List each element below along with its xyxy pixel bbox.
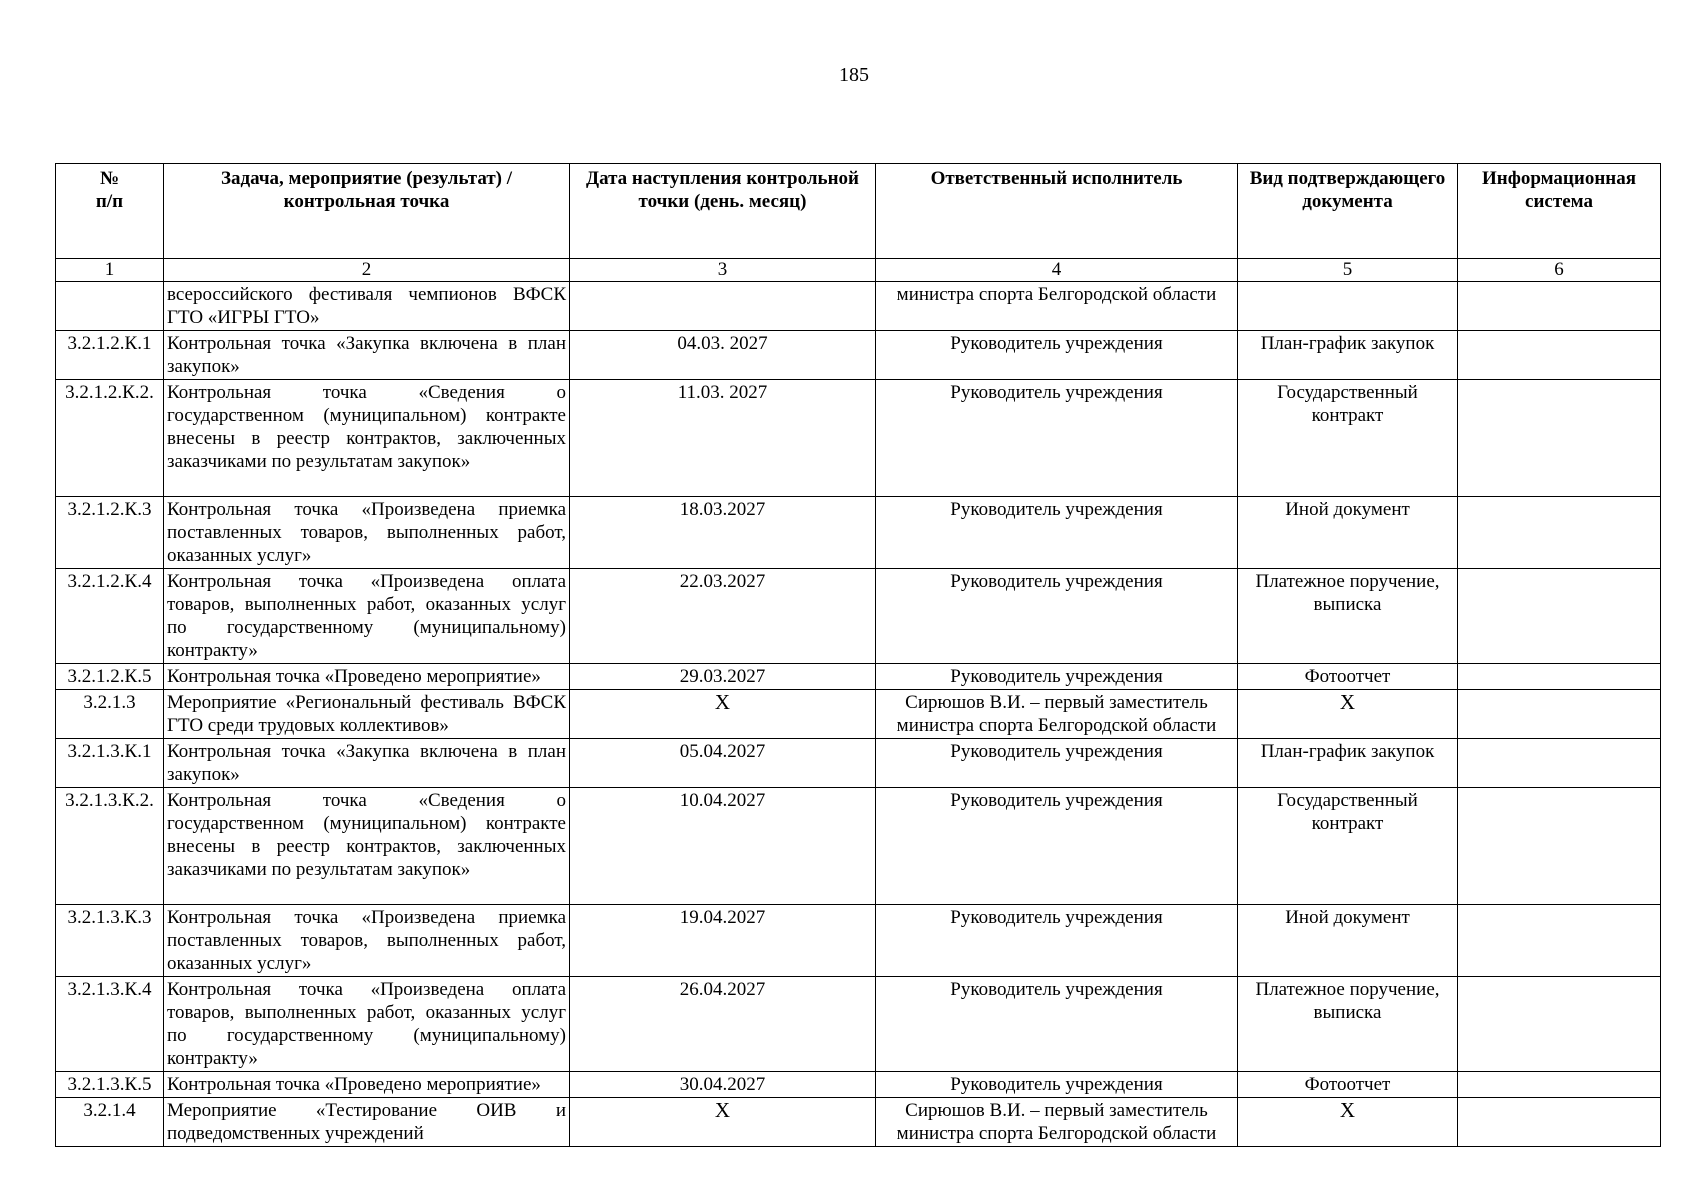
table-row [56, 380, 1661, 497]
row-document: Платежное поручение, выписка [1238, 569, 1458, 664]
row-responsible: Руководитель учреждения [876, 905, 1238, 977]
row-system [1458, 497, 1661, 569]
row-number: 3.2.1.2.К.4 [56, 569, 164, 664]
row-responsible: Руководитель учреждения [876, 977, 1238, 1072]
row-responsible: Руководитель учреждения [876, 664, 1238, 690]
row-task: Контрольная точка «Произведена оплата товаров, выполненных работ, оказанных услуг по государственному (муниципальному) контракту» [164, 977, 570, 1072]
page-number: 185 [839, 64, 869, 86]
row-task: Контрольная точка «Закупка включена в план закупок» [164, 739, 570, 788]
row-system [1458, 569, 1661, 664]
table-row [56, 331, 1661, 380]
row-document: Фотоотчет [1238, 1072, 1458, 1098]
row-date: 30.04.2027 [570, 1072, 876, 1098]
column-number: 5 [1238, 259, 1458, 282]
row-document: Государственный контракт [1238, 380, 1458, 497]
header-responsible: Ответственный исполнитель [876, 164, 1238, 259]
row-number: 3.2.1.3.К.5 [56, 1072, 164, 1098]
table-row [56, 664, 1661, 690]
row-document: X [1238, 1098, 1458, 1147]
row-responsible: Руководитель учреждения [876, 497, 1238, 569]
row-date: 11.03. 2027 [570, 380, 876, 497]
row-document: Государственный контракт [1238, 788, 1458, 905]
row-task: Контрольная точка «Произведена приемка поставленных товаров, выполненных работ, оказанных услуг» [164, 905, 570, 977]
row-task: Контрольная точка «Сведения о государственном (муниципальном) контракте внесены в реестр контрактов, заключенных заказчиками по результатам закупок» [164, 380, 570, 497]
row-date: 05.04.2027 [570, 739, 876, 788]
table-row [56, 977, 1661, 1072]
row-document: Фотоотчет [1238, 664, 1458, 690]
row-task: всероссийского фестиваля чемпионов ВФСК ГТО «ИГРЫ ГТО» [164, 282, 570, 331]
row-task: Контрольная точка «Проведено мероприятие» [164, 664, 570, 690]
row-date: X [570, 690, 876, 739]
row-responsible: Сирюшов В.И. – первый заместитель министра спорта Белгородской области [876, 690, 1238, 739]
row-number: 3.2.1.3.К.1 [56, 739, 164, 788]
row-task: Контрольная точка «Закупка включена в план закупок» [164, 331, 570, 380]
column-number: 2 [164, 259, 570, 282]
header-date: Дата наступления контрольной точки (день. месяц) [570, 164, 876, 259]
row-system [1458, 1098, 1661, 1147]
row-number [56, 282, 164, 331]
row-number: 3.2.1.2.К.1 [56, 331, 164, 380]
row-responsible: Руководитель учреждения [876, 569, 1238, 664]
row-document: План-график закупок [1238, 331, 1458, 380]
row-date: 26.04.2027 [570, 977, 876, 1072]
row-document: Иной документ [1238, 497, 1458, 569]
row-date: 04.03. 2027 [570, 331, 876, 380]
row-date: 19.04.2027 [570, 905, 876, 977]
row-task: Контрольная точка «Проведено мероприятие» [164, 1072, 570, 1098]
row-number: 3.2.1.4 [56, 1098, 164, 1147]
row-number: 3.2.1.3.К.4 [56, 977, 164, 1072]
header-row [56, 164, 1661, 259]
row-task: Контрольная точка «Произведена приемка поставленных товаров, выполненных работ, оказанных услуг» [164, 497, 570, 569]
row-system [1458, 690, 1661, 739]
row-task: Мероприятие «Тестирование ОИВ и подведомственных учреждений [164, 1098, 570, 1147]
row-system [1458, 905, 1661, 977]
row-number: 3.2.1.3 [56, 690, 164, 739]
table-row [56, 497, 1661, 569]
table-row [56, 569, 1661, 664]
row-system [1458, 788, 1661, 905]
row-task: Мероприятие «Региональный фестиваль ВФСК ГТО среди трудовых коллективов» [164, 690, 570, 739]
row-number: 3.2.1.2.К.5 [56, 664, 164, 690]
column-number: 4 [876, 259, 1238, 282]
row-document [1238, 282, 1458, 331]
row-system [1458, 664, 1661, 690]
row-responsible: Руководитель учреждения [876, 331, 1238, 380]
row-date: 29.03.2027 [570, 664, 876, 690]
table-row [56, 739, 1661, 788]
row-number: 3.2.1.3.К.2. [56, 788, 164, 905]
row-number: 3.2.1.2.К.3 [56, 497, 164, 569]
row-responsible: Руководитель учреждения [876, 1072, 1238, 1098]
column-numbers-row [56, 259, 1661, 282]
table-row [56, 282, 1661, 331]
control-points-table [55, 163, 1661, 1147]
header-system: Информационная система [1458, 164, 1661, 259]
row-system [1458, 331, 1661, 380]
column-number: 3 [570, 259, 876, 282]
row-document: X [1238, 690, 1458, 739]
row-responsible: министра спорта Белгородской области [876, 282, 1238, 331]
row-date: 18.03.2027 [570, 497, 876, 569]
column-number: 1 [56, 259, 164, 282]
header-num: № п/п [56, 164, 164, 259]
table-row [56, 1098, 1661, 1147]
row-system [1458, 1072, 1661, 1098]
table-row [56, 905, 1661, 977]
row-task: Контрольная точка «Сведения о государственном (муниципальном) контракте внесены в реестр контрактов, заключенных заказчиками по результатам закупок» [164, 788, 570, 905]
row-responsible: Руководитель учреждения [876, 380, 1238, 497]
row-number: 3.2.1.2.К.2. [56, 380, 164, 497]
row-document: Платежное поручение, выписка [1238, 977, 1458, 1072]
row-responsible: Сирюшов В.И. – первый заместитель министра спорта Белгородской области [876, 1098, 1238, 1147]
row-date: 10.04.2027 [570, 788, 876, 905]
column-number: 6 [1458, 259, 1661, 282]
row-system [1458, 282, 1661, 331]
row-responsible: Руководитель учреждения [876, 739, 1238, 788]
row-number: 3.2.1.3.К.3 [56, 905, 164, 977]
row-date [570, 282, 876, 331]
header-task: Задача, мероприятие (результат) / контрольная точка [164, 164, 570, 259]
row-system [1458, 739, 1661, 788]
row-document: План-график закупок [1238, 739, 1458, 788]
row-date: 22.03.2027 [570, 569, 876, 664]
row-date: X [570, 1098, 876, 1147]
row-responsible: Руководитель учреждения [876, 788, 1238, 905]
row-system [1458, 380, 1661, 497]
header-document: Вид подтверждающего документа [1238, 164, 1458, 259]
row-document: Иной документ [1238, 905, 1458, 977]
table-row [56, 788, 1661, 905]
row-system [1458, 977, 1661, 1072]
row-task: Контрольная точка «Произведена оплата товаров, выполненных работ, оказанных услуг по государственному (муниципальному) контракту» [164, 569, 570, 664]
table-row [56, 1072, 1661, 1098]
table-row [56, 690, 1661, 739]
